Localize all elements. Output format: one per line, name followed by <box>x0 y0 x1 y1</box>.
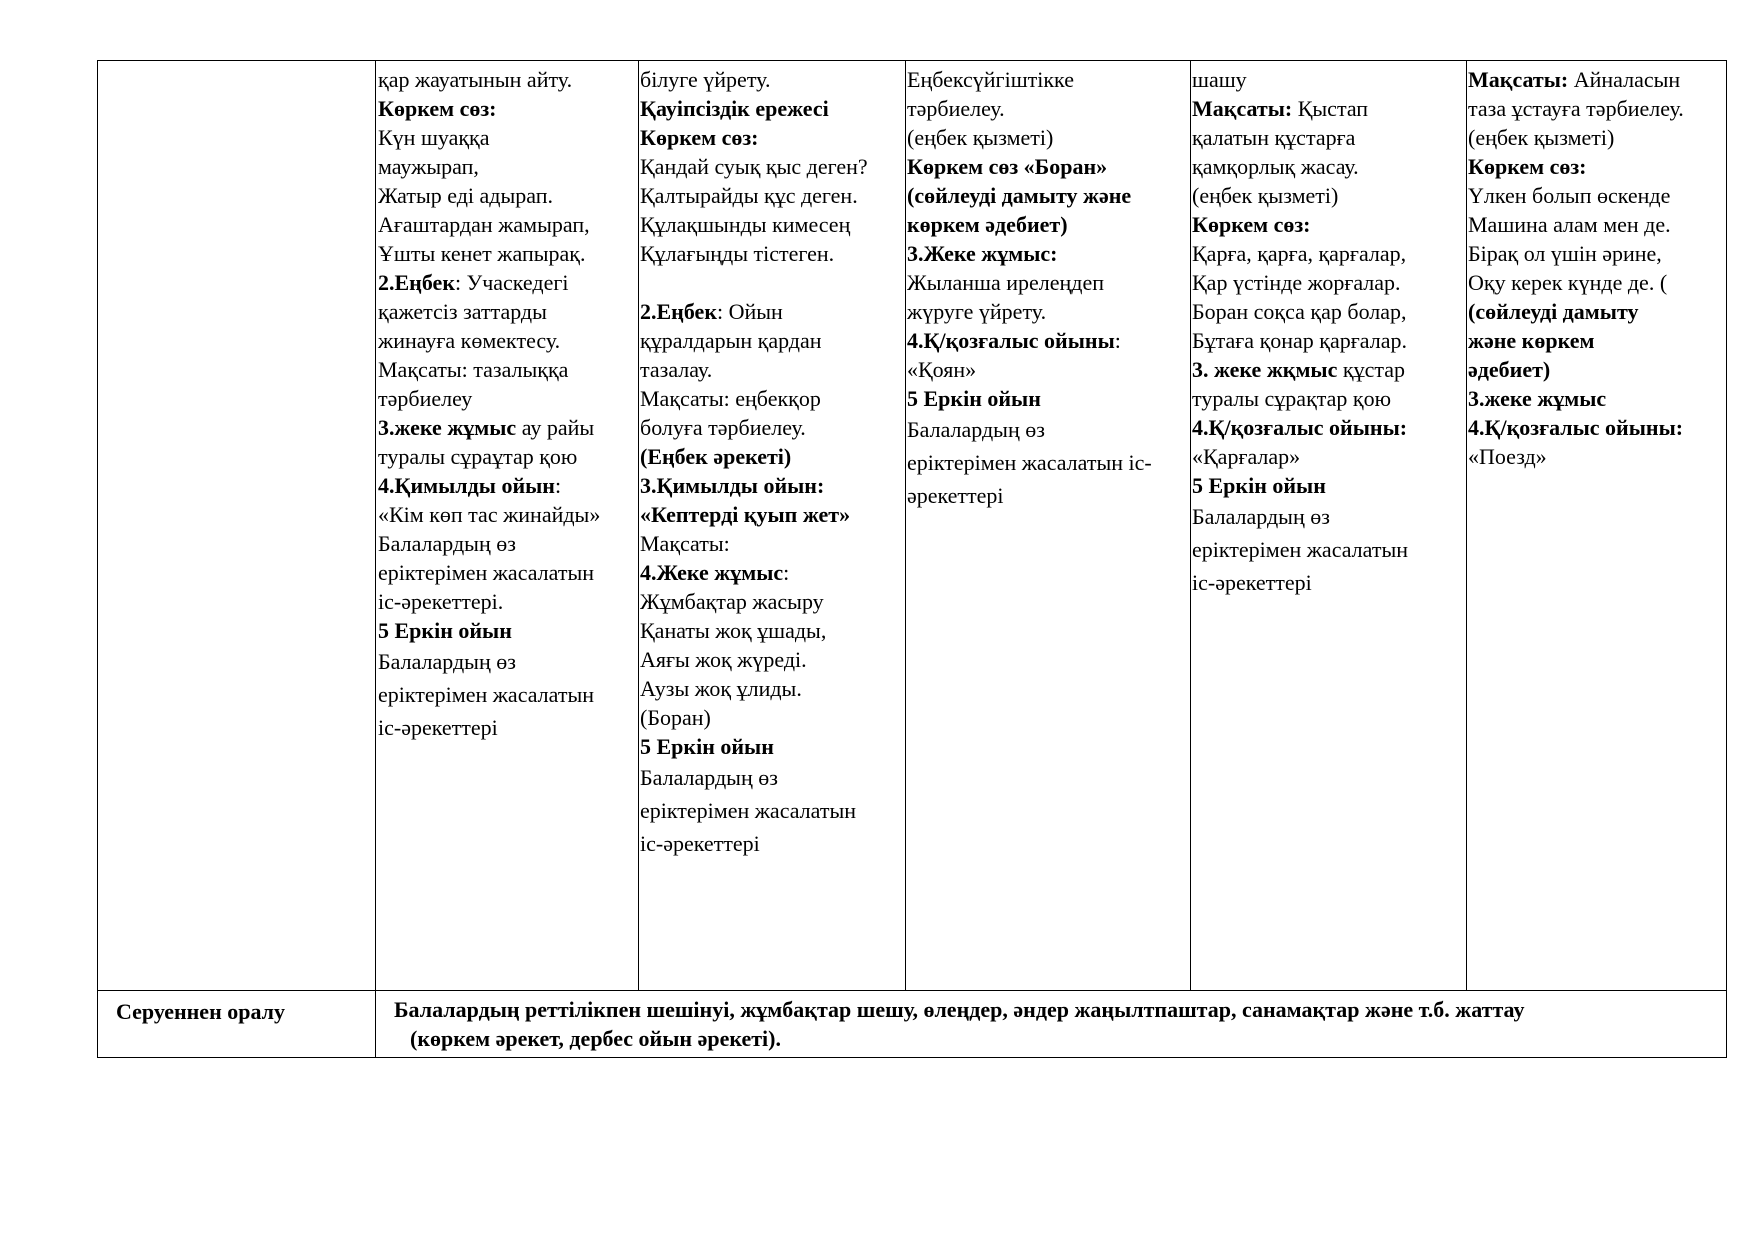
text-segment: еріктерімен жасалатын іс- <box>907 450 1152 475</box>
cell-text-line <box>1192 500 1408 533</box>
cell-text-line <box>640 181 868 210</box>
cell-text-line <box>907 268 1152 297</box>
text-segment: (еңбек қызметі) <box>1192 183 1339 208</box>
footer-line-1: Балалардың реттілікпен шешінуі, жұмбақтар шешу, өлеңдер, әндер жаңылтпаштар, санамақтар және т.б. жаттау <box>394 997 1525 1022</box>
cell-text-line <box>378 355 600 384</box>
text-segment: (сөйлеуді дамыту <box>1468 299 1639 324</box>
table-cell-day-2 <box>638 60 906 991</box>
cell-text-line <box>1468 384 1684 413</box>
cell-text-line <box>640 442 868 471</box>
cell-text-line <box>1192 210 1408 239</box>
text-segment: тазалау. <box>640 357 713 382</box>
footer-label: Серуеннен оралу <box>116 999 286 1024</box>
cell-text-line <box>378 500 600 529</box>
table-cell-empty <box>97 60 376 991</box>
cell-text-line <box>640 587 868 616</box>
text-segment: Жатыр еді адырап. <box>378 183 554 208</box>
cell-text-line <box>907 239 1152 268</box>
cell-text-line <box>907 326 1152 355</box>
cell-text-line <box>1468 210 1684 239</box>
text-segment: 3.Жеке жұмыс: <box>907 241 1058 266</box>
cell-text-line <box>1192 123 1408 152</box>
cell-text-line <box>907 123 1152 152</box>
cell-text-line <box>640 674 868 703</box>
text-segment: Мақсаты: тазалыққа <box>378 357 569 382</box>
cell-text-line <box>378 442 600 471</box>
cell-text-line <box>907 355 1152 384</box>
text-segment: 3.жеке жұмыс <box>378 415 517 440</box>
text-segment: ау райы <box>516 415 595 440</box>
text-segment: Балалардың өз <box>1192 504 1330 529</box>
cell-text-line <box>378 326 600 355</box>
cell-content <box>378 65 600 744</box>
cell-text-line <box>907 152 1152 181</box>
text-segment: туралы сұрақтар қою <box>1192 386 1392 411</box>
text-segment: : <box>783 560 790 585</box>
cell-text-line <box>907 446 1152 479</box>
cell-text-line <box>1192 533 1408 566</box>
text-segment: 4.Қ/қозғалыс ойыны: <box>1192 415 1408 440</box>
text-segment: Үлкен болып өскенде <box>1468 183 1671 208</box>
text-segment: құралдарын қардан <box>640 328 822 353</box>
cell-text-line <box>907 181 1152 210</box>
cell-text-line <box>1192 442 1408 471</box>
text-segment: қар жауатынын айту. <box>378 67 573 92</box>
text-segment: тәрбиелеу. <box>907 96 1005 121</box>
cell-text-line <box>378 678 600 711</box>
text-segment: Жұмбақтар жасыру <box>640 589 824 614</box>
text-segment: 3. жеке жқмыс <box>1192 357 1338 382</box>
text-segment: 4.Жеке жұмыс <box>640 560 784 585</box>
cell-text-line <box>378 181 600 210</box>
text-segment: шашу <box>1192 67 1247 92</box>
text-segment: білуге үйрету. <box>640 67 771 92</box>
text-segment: және көркем <box>1468 328 1595 353</box>
text-segment: еріктерімен жасалатын <box>640 798 857 823</box>
text-segment: 4.Қ/қозғалыс ойыны: <box>1468 415 1684 440</box>
text-segment: еріктерімен жасалатын <box>1192 537 1409 562</box>
text-segment: Көркем сөз: <box>1192 212 1311 237</box>
cell-text-line <box>378 645 600 678</box>
text-segment: Мақсаты: еңбекқор <box>640 386 821 411</box>
text-segment: «Қоян» <box>907 357 977 382</box>
footer-label-cell <box>97 990 376 1058</box>
cell-text-line <box>640 500 868 529</box>
cell-text-line <box>1468 326 1684 355</box>
text-segment: Аузы жоқ ұлиды. <box>640 676 802 701</box>
text-segment: Көркем сөз: <box>378 96 497 121</box>
text-segment: 2.Еңбек <box>640 299 717 324</box>
text-segment: 5 Еркін ойын <box>378 618 512 643</box>
text-segment: Балалардың өз <box>640 765 778 790</box>
text-segment: «Поезд» <box>1468 444 1547 469</box>
cell-text-line <box>640 732 868 761</box>
cell-text-line <box>1192 413 1408 442</box>
cell-text-line <box>640 152 868 181</box>
text-segment: тәрбиелеу <box>378 386 473 411</box>
text-segment: Ұшты кенет жапырақ. <box>378 241 586 266</box>
cell-text-line <box>907 297 1152 326</box>
cell-text-line <box>378 152 600 181</box>
cell-text-line <box>640 827 868 860</box>
text-segment: : Ойын <box>717 299 783 324</box>
table-cell-day-1 <box>375 60 639 991</box>
text-segment: қамқорлық жасау. <box>1192 154 1359 179</box>
text-segment: іс-әрекеттері. <box>378 589 504 614</box>
text-segment: Қалтырайды құс деген. <box>640 183 858 208</box>
cell-text-line <box>640 529 868 558</box>
text-segment: «Кептерді қуып жет» <box>640 502 851 527</box>
text-segment: Көркем сөз: <box>640 125 759 150</box>
cell-text-line <box>378 268 600 297</box>
text-segment: Көркем сөз «Боран» <box>907 154 1108 179</box>
cell-text-line <box>1468 355 1684 384</box>
cell-text-line <box>1192 566 1408 599</box>
table-cell-day-5 <box>1466 60 1727 991</box>
text-segment: 5 Еркін ойын <box>1192 473 1326 498</box>
text-segment: (сөйлеуді дамыту және <box>907 183 1132 208</box>
cell-text-line <box>1468 152 1684 181</box>
cell-text-line <box>1468 297 1684 326</box>
cell-text-line <box>640 761 868 794</box>
cell-text-line <box>640 123 868 152</box>
cell-content <box>907 65 1152 512</box>
text-segment: Еңбексүйгіштікке <box>907 67 1074 92</box>
cell-text-line <box>1192 65 1408 94</box>
cell-text-line <box>1468 65 1684 94</box>
text-segment: жүруге үйрету. <box>907 299 1047 324</box>
text-segment: 3.жеке жұмыс <box>1468 386 1607 411</box>
text-segment: Машина алам мен де. <box>1468 212 1671 237</box>
cell-text-line <box>1468 181 1684 210</box>
text-segment: Мақсаты: <box>640 531 730 556</box>
cell-text-line <box>378 65 600 94</box>
cell-text-line <box>1468 442 1684 471</box>
footer-line-2: (көркем әрекет, дербес ойын әрекеті). <box>410 1026 781 1051</box>
text-segment: Балалардың өз <box>907 417 1045 442</box>
cell-text-line <box>1192 239 1408 268</box>
cell-text-line <box>1192 181 1408 210</box>
text-segment: көркем әдебиет) <box>907 212 1068 237</box>
text-segment: Жыланша ирелеңдеп <box>907 270 1105 295</box>
cell-text-line <box>640 297 868 326</box>
text-segment: қалатын құстарға <box>1192 125 1356 150</box>
text-segment: Оқу керек күнде де. ( <box>1468 270 1668 295</box>
text-segment: Қанаты жоқ ұшады, <box>640 618 827 643</box>
cell-text-line <box>378 616 600 645</box>
cell-text-line <box>1192 355 1408 384</box>
text-segment: 3.Қимылды ойын: <box>640 473 825 498</box>
cell-content <box>1192 65 1408 599</box>
text-segment: әрекеттері <box>907 483 1004 508</box>
text-segment: еріктерімен жасалатын <box>378 682 595 707</box>
cell-text-line <box>1192 297 1408 326</box>
cell-text-line <box>640 210 868 239</box>
text-segment: Қарға, қарға, қарғалар, <box>1192 241 1407 266</box>
text-segment: Балалардың өз <box>378 531 516 556</box>
text-segment: (еңбек қызметі) <box>907 125 1054 150</box>
text-segment: болуға тәрбиелеу. <box>640 415 806 440</box>
text-segment: Қандай суық қыс деген? <box>640 154 868 179</box>
text-segment: іс-әрекеттері <box>1192 570 1312 595</box>
text-segment: Құлақшынды кимесең <box>640 212 851 237</box>
text-segment: 2.Еңбек <box>378 270 455 295</box>
text-segment: Мақсаты: <box>1192 96 1293 121</box>
cell-text-line <box>640 794 868 827</box>
cell-text-line <box>907 94 1152 123</box>
text-segment: қажетсіз заттарды <box>378 299 547 324</box>
cell-text-line <box>378 123 600 152</box>
text-segment: 4.Қимылды ойын <box>378 473 555 498</box>
text-segment: (еңбек қызметі) <box>1468 125 1615 150</box>
text-segment: Бұтаға қонар қарғалар. <box>1192 328 1407 353</box>
table-cell-day-3 <box>905 60 1191 991</box>
text-segment: Күн шуаққа <box>378 125 490 150</box>
text-segment: жинауға көмектесу. <box>378 328 561 353</box>
cell-text-line <box>378 529 600 558</box>
text-segment: Қар үстінде жорғалар. <box>1192 270 1401 295</box>
text-segment: еріктерімен жасалатын <box>378 560 595 585</box>
cell-text-line <box>907 479 1152 512</box>
footer-content-cell <box>375 990 1727 1058</box>
cell-text-line <box>640 413 868 442</box>
text-segment: : <box>1114 328 1121 353</box>
cell-text-line <box>1192 94 1408 123</box>
cell-text-line <box>378 413 600 442</box>
text-segment: әдебиет) <box>1468 357 1551 382</box>
text-segment: іс-әрекеттері <box>640 831 760 856</box>
text-segment: маужырап, <box>378 154 479 179</box>
text-segment: таза ұстауға тәрбиелеу. <box>1468 96 1684 121</box>
cell-text-line <box>378 94 600 123</box>
text-segment: Балалардың өз <box>378 649 516 674</box>
cell-text-line <box>1468 239 1684 268</box>
cell-text-line <box>640 616 868 645</box>
text-segment: Қауіпсіздік ережесі <box>640 96 829 121</box>
cell-text-line <box>1468 268 1684 297</box>
cell-text-line <box>640 645 868 674</box>
text-segment: «Кім көп тас жинайды» <box>378 502 601 527</box>
cell-text-line <box>378 471 600 500</box>
text-segment: : <box>554 473 562 498</box>
text-segment: Көркем сөз: <box>1468 154 1587 179</box>
text-segment: 5 Еркін ойын <box>640 734 774 759</box>
cell-text-line <box>1192 326 1408 355</box>
text-segment: Боран соқса қар болар, <box>1192 299 1407 324</box>
cell-text-line <box>378 239 600 268</box>
text-segment: «Қарғалар» <box>1192 444 1301 469</box>
cell-text-line <box>1468 413 1684 442</box>
cell-text-line <box>378 587 600 616</box>
text-segment: (Еңбек әрекеті) <box>640 444 792 469</box>
cell-content <box>640 65 868 860</box>
cell-text-line <box>378 558 600 587</box>
table-cell-day-4 <box>1190 60 1467 991</box>
cell-text-line <box>1192 152 1408 181</box>
text-segment: туралы сұраұтар қою <box>378 444 578 469</box>
cell-text-line <box>1468 94 1684 123</box>
cell-text-line <box>640 239 868 268</box>
cell-text-line <box>907 210 1152 239</box>
cell-text-line <box>640 268 868 297</box>
text-segment: Аяғы жоқ жүреді. <box>640 647 807 672</box>
text-segment: Құлағыңды тістеген. <box>640 241 835 266</box>
text-segment: Мақсаты: <box>1468 67 1569 92</box>
cell-text-line <box>1192 384 1408 413</box>
cell-text-line <box>640 558 868 587</box>
cell-text-line <box>378 384 600 413</box>
text-segment: : Учаскедегі <box>455 270 569 295</box>
text-segment: 5 Еркін ойын <box>907 386 1041 411</box>
cell-text-line <box>1468 123 1684 152</box>
cell-text-line <box>378 210 600 239</box>
cell-text-line <box>378 711 600 744</box>
text-segment: Айналасын <box>1568 67 1681 92</box>
cell-text-line <box>640 703 868 732</box>
cell-text-line <box>907 413 1152 446</box>
cell-text-line <box>640 384 868 413</box>
text-segment: іс-әрекеттері <box>378 715 498 740</box>
cell-text-line <box>907 65 1152 94</box>
cell-text-line <box>640 355 868 384</box>
text-segment: (Боран) <box>640 705 711 730</box>
text-segment: Ағаштардан жамырап, <box>378 212 590 237</box>
cell-text-line <box>378 297 600 326</box>
cell-text-line <box>640 94 868 123</box>
cell-text-line <box>640 471 868 500</box>
text-segment: 4.Қ/қозғалыс ойыны <box>907 328 1115 353</box>
text-segment: құстар <box>1337 357 1405 382</box>
cell-text-line <box>640 65 868 94</box>
cell-text-line <box>640 326 868 355</box>
cell-text-line <box>1192 471 1408 500</box>
text-segment: Қыстап <box>1292 96 1369 121</box>
cell-text-line <box>1192 268 1408 297</box>
text-segment: Бірақ ол үшін әрине, <box>1468 241 1662 266</box>
cell-content <box>1468 65 1684 471</box>
cell-text-line <box>907 384 1152 413</box>
